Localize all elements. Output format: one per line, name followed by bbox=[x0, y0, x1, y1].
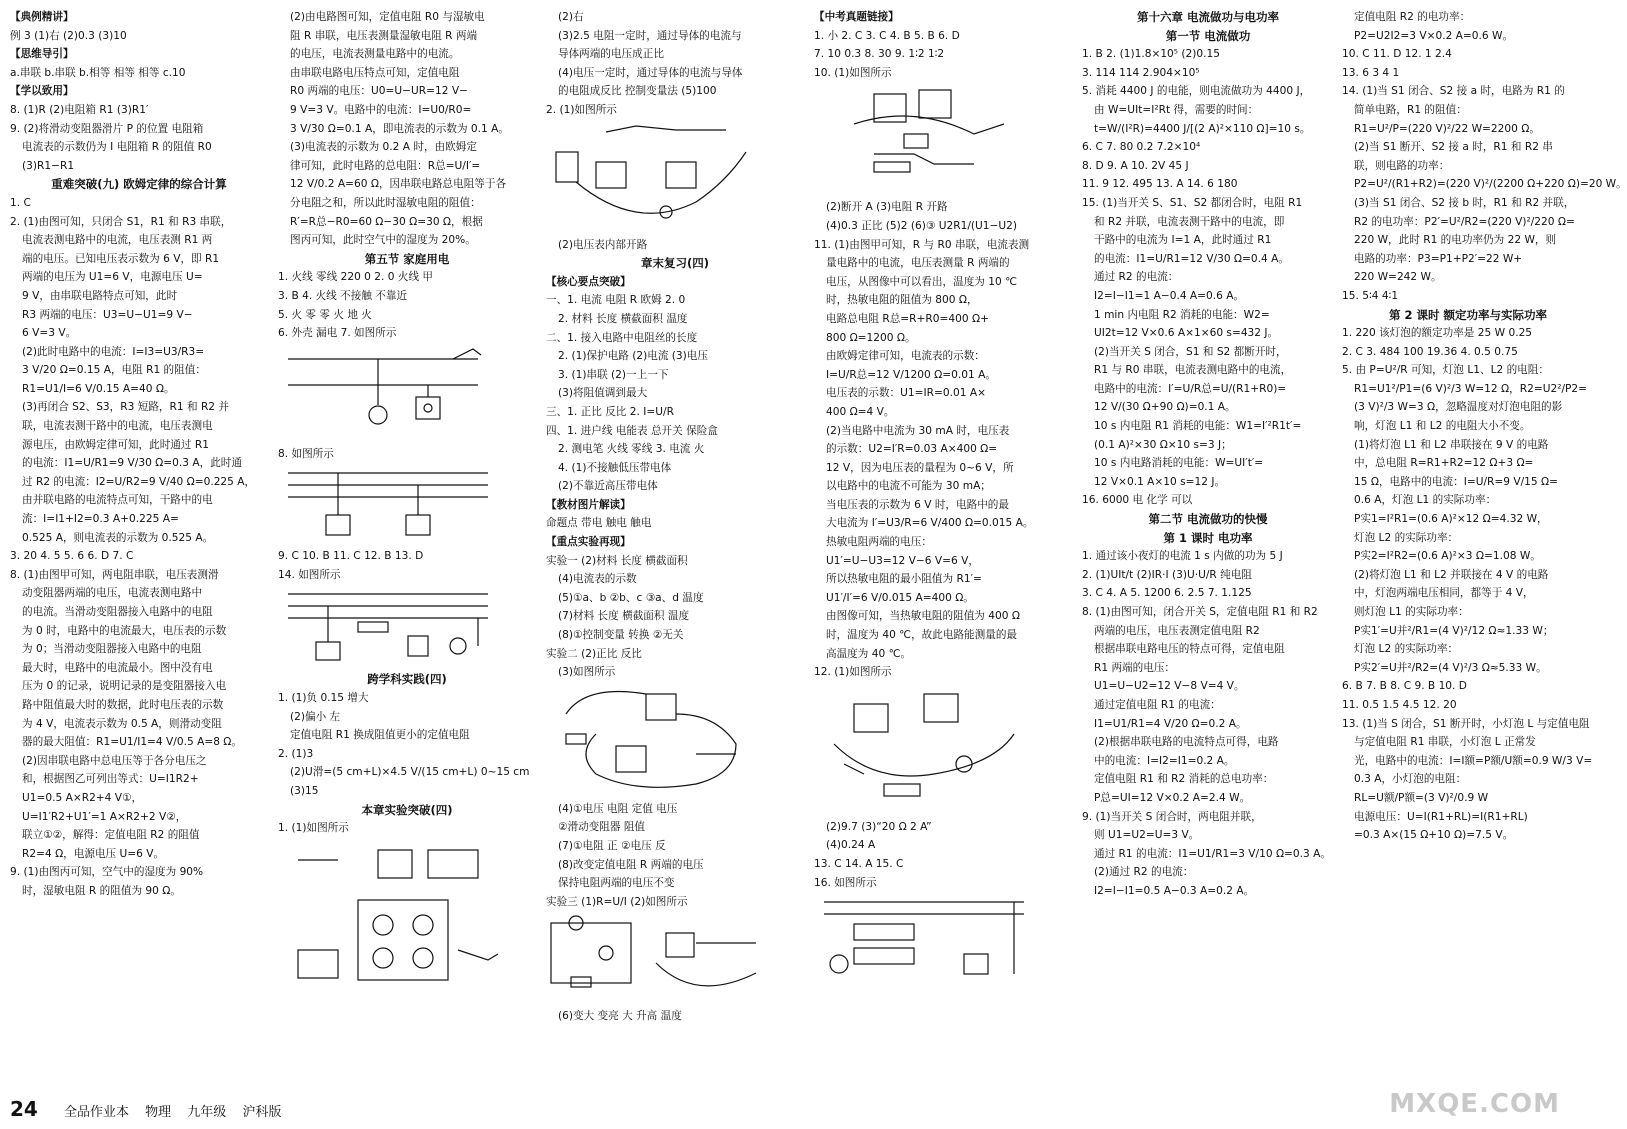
answer-line: R0 两端的电压：U0=U−UR=12 V− bbox=[290, 85, 468, 98]
answer-line: 12 V×0.1 A×10 s=12 J。 bbox=[1094, 475, 1226, 488]
circuit-figure bbox=[814, 84, 1072, 194]
answer-line: 二、1. 接入电路中电阻丝的长度 bbox=[546, 331, 698, 344]
section-heading: 本章实验突破(四) bbox=[361, 802, 453, 817]
answer-line: 光，电路中的电流：I=I额=P额/U额=0.9 W/3 V= bbox=[1354, 754, 1593, 767]
answer-line: 灯泡 L2 的实际功率： bbox=[1354, 643, 1459, 656]
circuit-figure bbox=[814, 684, 1072, 814]
answer-line: 器的最大阻值：R1=U1/I1=4 V/0.5 A=8 Ω。 bbox=[22, 736, 242, 749]
answer-line: (4)0.24 A bbox=[826, 839, 876, 852]
answer-line: (4)①电压 电阻 定值 电压 bbox=[558, 802, 678, 815]
answer-line: 时，热敏电阻的阻值为 800 Ω， bbox=[826, 294, 978, 307]
answer-line: 16. 6000 电 化学 可以 bbox=[1082, 494, 1193, 507]
answer-line: (2)当电路中电流为 30 mA 时，电压表 bbox=[826, 424, 1010, 437]
answer-line: 最大时，电路中的电流最小。图中没有电 bbox=[22, 661, 213, 674]
section-tag: 【教材图片解读】 bbox=[546, 498, 631, 511]
answer-line: P2=U²/(R1+R2)=(220 V)²/(2200 Ω+220 Ω)=20 W。 bbox=[1354, 178, 1627, 191]
answer-line: (2)右 bbox=[558, 11, 584, 23]
answer-line: 800 Ω=1200 Ω。 bbox=[826, 331, 916, 344]
column-6 bbox=[1342, 8, 1627, 1088]
section-heading: 重难突破(九) 欧姆定律的综合计算 bbox=[51, 177, 227, 192]
answer-line: (7)材料 长度 横截面积 温度 bbox=[558, 610, 690, 623]
column-1 bbox=[10, 8, 268, 1088]
answer-line: (7)①电阻 正 ②电压 反 bbox=[558, 840, 666, 852]
answer-line: 10 s 内电阻 R1 消耗的电能：W1=I′²R1t′= bbox=[1094, 420, 1302, 433]
answer-line: 2. (1)保护电路 (2)电流 (3)电压 bbox=[558, 350, 708, 363]
answer-line: 两端的电压为 U1=6 V，电源电压 U= bbox=[22, 271, 203, 284]
answer-line: 10 s 内电路消耗的电能：W=UI′t′= bbox=[1094, 457, 1264, 470]
answer-line: (4)电流表的示数 bbox=[558, 573, 637, 586]
answer-line: (2)通过 R2 的电流： bbox=[1094, 866, 1194, 879]
answer-line: (3)再闭合 S2、S3，R3 短路，R1 和 R2 并 bbox=[22, 401, 230, 414]
section-heading: 章末复习(四) bbox=[640, 256, 709, 271]
answer-line: 由并联电路的电流特点可知，干路中的电 bbox=[22, 494, 213, 507]
answer-line: (2)断开 A (3)电阻 R 开路 bbox=[826, 201, 948, 214]
answer-line: 3. C 4. A 5. 1200 6. 2.5 7. 1.125 bbox=[1082, 587, 1252, 600]
answer-line: 联，电流表测干路中的电流，电压表测电 bbox=[22, 420, 213, 433]
subject-label: 物理 bbox=[145, 1105, 172, 1120]
answer-line: 联，则电路的功率： bbox=[1354, 159, 1450, 172]
answer-line: I2=I−I1=1 A−0.4 A=0.6 A。 bbox=[1094, 289, 1245, 302]
answer-line: 简单电路，R1 的阻值： bbox=[1354, 103, 1467, 116]
answer-line: 1 min 内电阻 R2 消耗的电能：W2= bbox=[1094, 308, 1270, 321]
answer-line: 电流表测电路中的电流，电压表测 R1 两 bbox=[22, 234, 213, 247]
column-3 bbox=[546, 8, 804, 1088]
answer-line: 11. 0.5 1.5 4.5 12. 20 bbox=[1342, 698, 1457, 711]
answer-line: 13. (1)当 S 闭合，S1 断开时，小灯泡 L 与定值电阻 bbox=[1342, 717, 1590, 730]
answer-line: R3 两端的电压：U3=U−U1=9 V− bbox=[22, 308, 193, 321]
answer-line: 定值电阻 R1 换成阻值更小的定值电阻 bbox=[290, 729, 470, 742]
answer-line: 实验三 (1)R=U/I (2)如图所示 bbox=[546, 895, 688, 908]
answer-line: 9. (1)当开关 S 闭合时，两电阻并联， bbox=[1082, 810, 1262, 823]
section-tag: 【重点实验再现】 bbox=[546, 536, 631, 549]
answer-line: 1. C bbox=[10, 196, 31, 209]
answer-line: (4)0.3 正比 (5)2 (6)③ U2R1/(U1−U2) bbox=[826, 219, 1018, 232]
answer-line: 2. (1)UIt/t (2)IR·I (3)U·U/R 纯电阻 bbox=[1082, 568, 1252, 581]
answer-line: 11. 9 12. 495 13. A 14. 6 180 bbox=[1082, 178, 1238, 191]
answer-line: 5. 由 P=U²/R 可知，灯泡 L1、L2 的电阻： bbox=[1342, 364, 1549, 377]
answer-line: 高温度为 40 ℃。 bbox=[826, 647, 912, 660]
answer-line: 端的电压。已知电压表示数为 6 V，即 R1 bbox=[22, 252, 220, 265]
answer-line: 6. B 7. B 8. C 9. B 10. D bbox=[1342, 680, 1467, 693]
answer-line: 两端的电压，电压表测定值电阻 R2 bbox=[1094, 624, 1260, 637]
answer-line: 动变阻器两端的电压，电流表测电路中 bbox=[22, 587, 203, 600]
answer-line: 8. 如图所示 bbox=[278, 447, 334, 460]
answer-line: 13. C 14. A 15. C bbox=[814, 858, 904, 870]
circuit-figure bbox=[546, 684, 804, 796]
answer-line: 根据串联电路电压的特点可得，定值电阻 bbox=[1094, 643, 1285, 656]
section-tag: 【思维导引】 bbox=[10, 48, 74, 61]
answer-line: 7. 10 0.3 8. 30 9. 1∶2 1∶2 bbox=[814, 48, 945, 61]
answer-line: 12 V/0.2 A=60 Ω，因串联电路总电阻等于各 bbox=[290, 178, 507, 191]
answer-line: 3. B 4. 火线 不接触 不靠近 bbox=[278, 289, 408, 302]
answer-line: 电流表的示数仍为 I 电阻箱 R 的阻值 R0 bbox=[22, 141, 212, 154]
answer-line: 12 V，因为电压表的量程为 0~6 V，所 bbox=[826, 461, 1014, 474]
answer-line: (2)U滑=(5 cm+L)×4.5 V/(15 cm+L) 0~15 cm bbox=[290, 766, 530, 779]
grade-label: 九年级 bbox=[187, 1105, 227, 1120]
answer-line: 16. 如图所示 bbox=[814, 876, 877, 889]
answer-line: 的电流：I1=U/R1=12 V/30 Ω=0.4 A。 bbox=[1094, 252, 1289, 265]
answer-line: 与定值电阻 R1 串联，小灯泡 L 正常发 bbox=[1354, 736, 1536, 749]
answer-line: 中，总电阻 R=R1+R2=12 Ω+3 Ω= bbox=[1354, 457, 1534, 470]
answer-line: 律可知，此时电路的总电阻：R总=U/I′= bbox=[290, 159, 481, 172]
answer-line: 5. 火 零 零 火 地 火 bbox=[278, 308, 372, 321]
answer-line: 图丙可知，此时空气中的湿度为 20%。 bbox=[290, 234, 476, 247]
answer-line: (2)当开关 S 闭合，S1 和 S2 都断开时， bbox=[1094, 345, 1287, 358]
answer-line: U1=U−U2=12 V−8 V=4 V。 bbox=[1094, 680, 1245, 693]
answer-line: ②滑动变阻器 阻值 bbox=[558, 821, 646, 834]
circuit-figure bbox=[278, 840, 536, 990]
answer-line: RL=U额/P额=(3 V)²/0.9 W bbox=[1354, 791, 1489, 804]
answer-line: (3)R1−R1 bbox=[22, 159, 75, 172]
answer-line: 的电流：I1=U/R1=9 V/30 Ω=0.3 A，此时通 bbox=[22, 457, 242, 470]
answer-line: 220 W=242 W。 bbox=[1354, 271, 1442, 284]
answer-line: 2. 测电笔 火线 零线 3. 电流 火 bbox=[558, 443, 705, 456]
answer-line: R1=U1/I=6 V/0.15 A=40 Ω。 bbox=[22, 382, 175, 395]
circuit-figure bbox=[546, 913, 804, 1003]
answer-line: U=I1′R2+U1′=1 A×R2+2 V②， bbox=[22, 810, 187, 823]
answer-line: 的示数：U2=I′R=0.03 A×400 Ω= bbox=[826, 443, 998, 456]
answer-line: (1)将灯泡 L1 和 L2 串联接在 9 V 的电路 bbox=[1354, 438, 1549, 451]
answer-line: 响，灯泡 L1 和 L2 的电阻大小不变。 bbox=[1354, 420, 1531, 433]
answer-line: (0.1 A)²×30 Ω×10 s=3 J； bbox=[1094, 438, 1232, 451]
answer-line: 由欧姆定律可知，电流表的示数： bbox=[826, 350, 985, 363]
answer-line: 时，湿敏电阻 R 的阻值为 90 Ω。 bbox=[22, 884, 181, 897]
answer-line: (8)改变定值电阻 R 两端的电压 bbox=[558, 858, 704, 871]
answer-line: 电压表的示数：U1=IR=0.01 A× bbox=[826, 387, 986, 400]
section-tag: 【中考真题链接】 bbox=[814, 11, 899, 23]
column-4 bbox=[814, 8, 1072, 1088]
page-footer bbox=[10, 1097, 293, 1121]
answer-line: 热敏电阻两端的电压： bbox=[826, 536, 932, 549]
answer-line: R2 的电功率：P2′=U²/R2=(220 V)²/220 Ω= bbox=[1354, 215, 1575, 228]
answer-line: (3 V)²/3 W=3 Ω，忽略温度对灯泡电阻的影 bbox=[1354, 401, 1563, 414]
answer-line: 3. 20 4. 5 5. 6 6. D 7. C bbox=[10, 550, 134, 563]
answer-line: U1′/I′=6 V/0.015 A=400 Ω。 bbox=[826, 591, 974, 604]
answer-line: 12 V/(30 Ω+90 Ω)=0.1 A。 bbox=[1094, 401, 1236, 414]
answer-line: 15 Ω，电路中的电流：I=U/R=9 V/15 Ω= bbox=[1354, 475, 1558, 488]
circuit-figure bbox=[814, 894, 1072, 990]
watermark-logo: MXQE.COM bbox=[1389, 1089, 1560, 1119]
answer-line: 时，温度为 40 ℃，故此电路能测量的最 bbox=[826, 629, 1018, 642]
section-tag: 【学以致用】 bbox=[10, 85, 74, 98]
answer-line: 12. (1)如图所示 bbox=[814, 666, 892, 679]
answer-line: 9. C 10. B 11. C 12. B 13. D bbox=[278, 550, 424, 563]
answer-line: 电路总电阻 R总=R+R0=400 Ω+ bbox=[826, 312, 989, 325]
book-title: 全品作业本 bbox=[63, 1105, 129, 1120]
answer-line: R1=U²/P=(220 V)²/22 W=2200 Ω。 bbox=[1354, 122, 1540, 135]
answer-line: R2=4 Ω，电源电压 U=6 V。 bbox=[22, 847, 165, 860]
answer-line: R1=U1²/P1=(6 V)²/3 W=12 Ω，R2=U2²/P2= bbox=[1354, 382, 1588, 395]
answer-line: 压为 0 的记录，说明记录的是变阻器接入电 bbox=[22, 680, 227, 693]
answer-line: 11. (1)由图甲可知，R 与 R0 串联，电流表测 bbox=[814, 238, 1030, 251]
answer-line: 通过定值电阻 R1 的电流： bbox=[1094, 698, 1221, 711]
answer-line: 路中阻值最大时的数据，此时电压表的示数 bbox=[22, 698, 224, 711]
answer-line: 中，灯泡两端电压相同，都等于 4 V， bbox=[1354, 587, 1534, 600]
answer-line: (3)15 bbox=[290, 785, 319, 798]
answer-line: UI2t=12 V×0.6 A×1×60 s=432 J。 bbox=[1094, 327, 1279, 340]
answer-line: (2)由电路图可知，定值电阻 R0 与湿敏电 bbox=[290, 11, 485, 23]
answer-line: 通过 R2 的电流： bbox=[1094, 271, 1179, 284]
answer-line: 1. (1)如图所示 bbox=[278, 822, 349, 835]
answer-line: (2)根据串联电路的电流特点可得，电路 bbox=[1094, 736, 1279, 749]
section-heading: 第 1 课时 电功率 bbox=[1163, 530, 1253, 545]
answer-line: 电路中的电流：I′=U/R总=U/(R1+R0)= bbox=[1094, 382, 1287, 395]
answer-line: 2. (1)3 bbox=[278, 747, 314, 760]
answer-line: 阻 R 串联，电压表测量湿敏电阻 R 两端 bbox=[290, 29, 478, 42]
answer-line: 通过 R1 的电流：I1=U1/R1=3 V/10 Ω=0.3 A。 bbox=[1094, 847, 1331, 860]
answer-line: 15. (1)当开关 S、S1、S2 都闭合时，电阻 R1 bbox=[1082, 196, 1303, 209]
section-heading: 第二节 电流做功的快慢 bbox=[1148, 512, 1268, 527]
answer-line: 由串联电路电压特点可知，定值电阻 bbox=[290, 66, 460, 79]
answer-line: U1′=U−U3=12 V−6 V=6 V， bbox=[826, 554, 979, 567]
answer-line: 4. (1)不接触低压带电体 bbox=[558, 461, 672, 474]
answer-line: P实1=I²R1=(0.6 A)²×12 Ω=4.32 W， bbox=[1354, 513, 1548, 526]
answer-line: (2)将灯泡 L1 和 L2 并联接在 4 V 的电路 bbox=[1354, 568, 1549, 581]
circuit-figure bbox=[278, 465, 536, 543]
answer-line: I2=I−I1=0.5 A−0.3 A=0.2 A。 bbox=[1094, 884, 1255, 897]
answer-line: 0.6 A，灯泡 L1 的实际功率： bbox=[1354, 494, 1497, 507]
answer-line: P实1′=U并²/R1=(4 V)²/12 Ω≈1.33 W； bbox=[1354, 624, 1554, 637]
edition-label: 沪科版 bbox=[242, 1105, 282, 1120]
answer-line: 8. (1)R (2)电阻箱 R1 (3)R1′ bbox=[10, 103, 149, 116]
column-2 bbox=[278, 8, 536, 1088]
answer-line: R′=R总−R0=60 Ω−30 Ω=30 Ω，根据 bbox=[290, 215, 483, 228]
answer-line: 流：I=I1+I2=0.3 A+0.225 A= bbox=[22, 513, 179, 526]
answer-line: 5. 消耗 4400 J 的电能，则电流做功为 4400 J， bbox=[1082, 85, 1311, 98]
section-heading: 跨学科实践(四) bbox=[367, 672, 447, 687]
answer-line: (2)电压表内部开路 bbox=[558, 238, 648, 251]
answer-line: 9. (1)由图丙可知，空气中的湿度为 90% bbox=[10, 866, 204, 879]
answer-line: 由 W=UIt=I²Rt 得，需要的时间： bbox=[1094, 103, 1259, 116]
circuit-figure bbox=[278, 586, 536, 666]
answer-line: 8. (1)由图甲可知，两电阻串联，电压表测滑 bbox=[10, 568, 219, 581]
column-5 bbox=[1082, 8, 1334, 1088]
answer-line: 9 V=3 V。电路中的电流：I=U0/R0= bbox=[290, 103, 472, 116]
answer-line: 2. 材料 长度 横截面积 温度 bbox=[558, 312, 688, 325]
section-heading: 第 2 课时 额定功率与实际功率 bbox=[1388, 307, 1547, 322]
answer-line: R1 两端的电压： bbox=[1094, 661, 1176, 674]
answer-line: 14. 如图所示 bbox=[278, 568, 341, 581]
answer-line: P2=U2I2=3 V×0.2 A=0.6 W。 bbox=[1354, 29, 1514, 42]
answer-line: 定值电阻 R1 和 R2 消耗的总电功率： bbox=[1094, 773, 1274, 786]
answer-line: 1. B 2. (1)1.8×10⁵ (2)0.15 bbox=[1082, 48, 1221, 61]
answer-line: 1. 通过该小夜灯的电流 1 s 内做的功为 5 J bbox=[1082, 550, 1283, 563]
answer-line: 三、1. 正比 反比 2. I=U/R bbox=[546, 405, 674, 418]
answer-line: 所以热敏电阻的最小阻值为 R1′= bbox=[826, 573, 982, 586]
answer-line: (2)当 S1 断开、S2 接 a 时，R1 和 R2 串 bbox=[1354, 141, 1553, 154]
answer-line: 2. C 3. 484 100 19.36 4. 0.5 0.75 bbox=[1342, 345, 1518, 358]
answer-line: 导体两端的电压成正比 bbox=[558, 48, 664, 61]
answer-line: 1. (1)负 0.15 增大 bbox=[278, 692, 369, 705]
circuit-figure bbox=[278, 345, 536, 441]
answer-line: 命题点 带电 触电 触电 bbox=[546, 517, 652, 530]
answer-line: (3)电流表的示数为 0.2 A 时，由欧姆定 bbox=[290, 141, 477, 154]
answer-line: 9. (2)将滑动变阻器滑片 P 的位置 电阻箱 bbox=[10, 122, 204, 135]
answer-line: (3)将阻值调到最大 bbox=[558, 387, 648, 400]
section-heading: 第十六章 电流做功与电功率 bbox=[1136, 10, 1279, 24]
answer-line: 1. 220 该灯泡的额定功率是 25 W 0.25 bbox=[1342, 327, 1533, 340]
answer-line: 的电阻成反比 控制变量法 (5)100 bbox=[558, 85, 717, 98]
answer-line: (2)9.7 (3)“20 Ω 2 A” bbox=[826, 820, 932, 833]
answer-line: 3. 114 114 2.904×10⁵ bbox=[1082, 66, 1200, 79]
answer-line: 干路中的电流为 I=1 A，此时通过 R1 bbox=[1094, 234, 1272, 247]
answer-line: (2)偏小 左 bbox=[290, 710, 341, 723]
answer-line: (2)此时电路中的电流：I=I3=U3/R3= bbox=[22, 345, 205, 358]
answer-line: 保持电阻两端的电压不变 bbox=[558, 877, 675, 890]
answer-line: P总=UI=12 V×0.2 A=2.4 W。 bbox=[1094, 791, 1251, 804]
answer-line: 则灯泡 L1 的实际功率： bbox=[1354, 606, 1469, 618]
answer-line: (8)①控制变量 转换 ②无关 bbox=[558, 629, 684, 642]
answer-line: 9 V，由串联电路特点可知，此时 bbox=[22, 289, 178, 302]
section-heading: 第五节 家庭用电 bbox=[364, 251, 450, 266]
answer-line: 2. (1)如图所示 bbox=[546, 103, 617, 116]
answer-line: (4)电压一定时，通过导体的电流与导体 bbox=[558, 66, 743, 79]
answer-line: =0.3 A×(15 Ω+10 Ω)=7.5 V。 bbox=[1354, 829, 1514, 842]
answer-line: t=W/(I²R)=4400 J/[(2 A)²×110 Ω]=10 s。 bbox=[1094, 122, 1311, 135]
answer-line: 由图像可知，当热敏电阻的阻值为 400 Ω bbox=[826, 610, 1020, 623]
answer-line: 2. (1)由图可知，只闭合 S1，R1 和 R3 串联， bbox=[10, 215, 232, 228]
answer-line: 3 V/30 Ω=0.1 A，即电流表的示数为 0.1 A。 bbox=[290, 122, 509, 135]
answer-line: 14. (1)当 S1 闭合、S2 接 a 时，电路为 R1 的 bbox=[1342, 85, 1565, 98]
answer-line: 灯泡 L2 的实际功率： bbox=[1354, 531, 1459, 544]
answer-line: 6. C 7. 80 0.2 7.2×10⁴ bbox=[1082, 141, 1201, 154]
answer-line: 1. 火线 零线 220 0 2. 0 火线 甲 bbox=[278, 271, 434, 284]
answer-line: 大电流为 I′=U3/R=6 V/400 Ω=0.015 A。 bbox=[826, 517, 1034, 530]
answer-line: 6. 外壳 漏电 7. 如图所示 bbox=[278, 327, 397, 340]
answer-line: 和 R2 并联，电流表测干路中的电流，即 bbox=[1094, 215, 1285, 228]
answer-line: 220 W，此时 R1 的电功率仍为 22 W，则 bbox=[1354, 234, 1557, 247]
answer-line: U1=0.5 A×R2+4 V①， bbox=[22, 791, 143, 804]
answer-line: 400 Ω=4 V。 bbox=[826, 405, 895, 418]
answer-line: (2)因串联电路中总电压等于各分电压之 bbox=[22, 754, 207, 767]
answer-line: 0.525 A，则电流表的示数为 0.525 A。 bbox=[22, 531, 214, 544]
answer-line: P实2′=U并²/R2=(4 V)²/3 Ω≈5.33 W。 bbox=[1354, 661, 1547, 674]
answer-line: P实2=I²R2=(0.6 A)²×3 Ω=1.08 W。 bbox=[1354, 550, 1541, 563]
answer-line: 一、1. 电流 电阻 R 欧姆 2. 0 bbox=[546, 294, 686, 307]
answer-line: 则 U1=U2=U=3 V。 bbox=[1094, 829, 1200, 842]
answer-line: 10. C 11. D 12. 1 2.4 bbox=[1342, 48, 1452, 61]
answer-line: 的电压，电流表测量电路中的电流。 bbox=[290, 48, 460, 61]
answer-line: 源电压，由欧姆定律可知，此时通过 R1 bbox=[22, 438, 209, 451]
answer-line: 为 4 V，电流表示数为 0.5 A，则滑动变阻 bbox=[22, 717, 222, 730]
answer-line: 8. (1)由图可知，闭合开关 S，定值电阻 R1 和 R2 bbox=[1082, 606, 1318, 618]
answer-line: 0.3 A，小灯泡的电阻： bbox=[1354, 773, 1467, 786]
page-number: 24 bbox=[10, 1097, 38, 1121]
answer-line: 中的电流：I=I2=I1=0.2 A。 bbox=[1094, 754, 1235, 767]
answer-line: 6 V=3 V。 bbox=[22, 327, 77, 340]
answer-line: 以电路中的电流不可能为 30 mA； bbox=[826, 480, 991, 493]
answer-line: (6)变大 变亮 大 升高 温度 bbox=[558, 1010, 682, 1023]
answer-line: 10. (1)如图所示 bbox=[814, 66, 892, 79]
answer-line: 联立①②，解得：定值电阻 R2 的阻值 bbox=[22, 829, 200, 842]
answer-line: 15. 5∶4 4∶1 bbox=[1342, 289, 1399, 302]
answer-line: I1=U1/R1=4 V/20 Ω=0.2 A。 bbox=[1094, 717, 1247, 730]
answer-line: 为 0；当滑动变阻器接入电路中的电阻 bbox=[22, 643, 202, 656]
answer-line: 四、1. 进户线 电能表 总开关 保险盒 bbox=[546, 424, 718, 437]
answer-line: 3 V/20 Ω=0.15 A，电阻 R1 的阻值： bbox=[22, 364, 206, 377]
answer-line: (3)2.5 电阻一定时，通过导体的电流与 bbox=[558, 29, 742, 42]
answer-line: 实验一 (2)材料 长度 横截面积 bbox=[546, 554, 688, 567]
answer-line: 8. D 9. A 10. 2V 45 J bbox=[1082, 159, 1189, 172]
answer-line: (5)①a、b ②b、c ③a、d 温度 bbox=[558, 591, 704, 604]
answer-line: 例 3 (1)右 (2)0.3 (3)10 bbox=[10, 29, 127, 42]
answer-line: (3)当 S1 闭合、S2 接 b 时，R1 和 R2 并联， bbox=[1354, 196, 1575, 209]
answer-line: 定值电阻 R2 的电功率： bbox=[1354, 11, 1471, 23]
answer-line: 量电路中的电流，电压表测量 R 两端的 bbox=[826, 257, 1010, 270]
answer-line: 当电压表的示数为 6 V 时，电路中的最 bbox=[826, 498, 1009, 511]
answer-line: 和，根据图乙可列出等式：U=I1R2+ bbox=[22, 773, 199, 786]
answer-line: R1 与 R0 串联，电流表测电路中的电流， bbox=[1094, 364, 1292, 377]
section-tag: 【典例精讲】 bbox=[10, 11, 74, 23]
answer-line: 分电阻之和，所以此时湿敏电阻的阻值： bbox=[290, 196, 481, 209]
circuit-figure bbox=[546, 122, 804, 232]
answer-line: (3)如图所示 bbox=[558, 666, 616, 679]
answer-line: 为 0 时，电路中的电流最大，电压表的示数 bbox=[22, 624, 227, 637]
answer-line: 电路的功率：P3=P1+P2′=22 W+ bbox=[1354, 252, 1523, 265]
answer-line: 实验二 (2)正比 反比 bbox=[546, 647, 642, 660]
answer-line: 过 R2 的电流：I2=U/R2=9 V/40 Ω=0.225 A， bbox=[22, 475, 256, 488]
section-tag: 【核心要点突破】 bbox=[546, 275, 631, 288]
section-heading: 第一节 电流做功 bbox=[1165, 28, 1251, 43]
answer-line: a.串联 b.串联 b.相等 相等 相等 c.10 bbox=[10, 66, 186, 79]
answer-line: 13. 6 3 4 1 bbox=[1342, 66, 1400, 79]
answer-line: 电源电压：U=I(R1+RL)=I(R1+RL) bbox=[1354, 810, 1528, 823]
answer-line: 的电流。当滑动变阻器接入电路中的电阻 bbox=[22, 606, 213, 618]
answer-line: 电压，从图像中可以看出，温度为 10 ℃ bbox=[826, 275, 1018, 288]
answer-line: I=U/R总=12 V/1200 Ω=0.01 A。 bbox=[826, 368, 996, 381]
answer-line: (2)不靠近高压带电体 bbox=[558, 480, 658, 493]
answer-line: 1. 小 2. C 3. C 4. B 5. B 6. D bbox=[814, 29, 960, 42]
answer-line: 3. (1)串联 (2)一上一下 bbox=[558, 368, 669, 381]
